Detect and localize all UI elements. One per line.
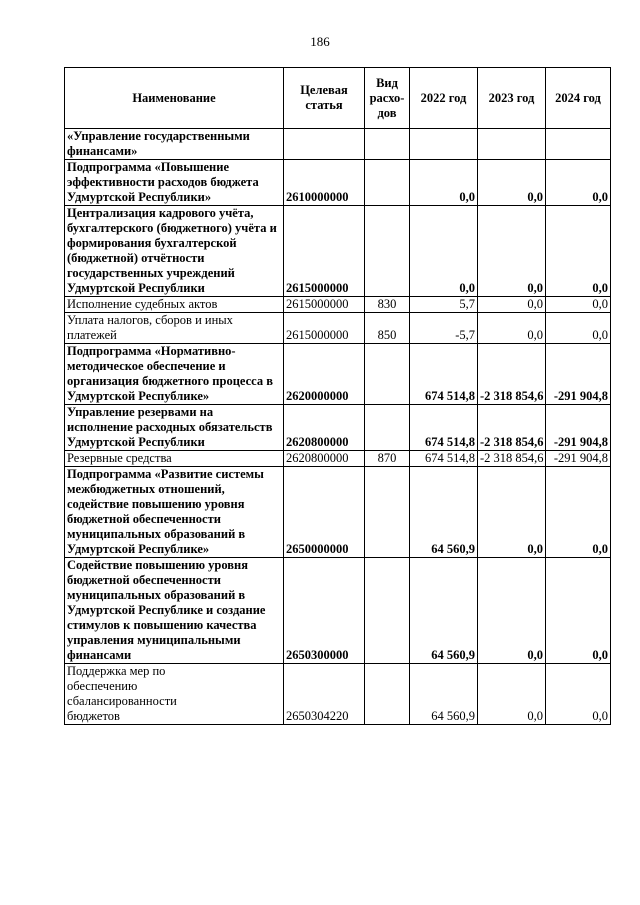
row-name: Подпрограмма «Развитие системы межбюджетных отношений, содействие повышению уровня бюджетной обеспеченности муниципальных образований в Удмуртской Республике» (65, 467, 284, 558)
row-name: Подпрограмма «Повышение эффективности расходов бюджета Удмуртской Республики» (65, 160, 284, 206)
row-expense-type (365, 467, 410, 558)
row-name: Поддержка мер по обеспечению сбалансированности бюджетов (65, 664, 284, 725)
row-value-2022: 674 514,8 (410, 451, 478, 467)
row-name: Управление резервами на исполнение расходных обязательств Удмуртской Республики (65, 405, 284, 451)
row-name: «Управление государственными финансами» (65, 129, 284, 160)
row-name: Исполнение судебных актов (65, 297, 284, 313)
row-value-2022: 64 560,9 (410, 467, 478, 558)
row-target-article: 2620000000 (284, 344, 365, 405)
row-value-2024: 0,0 (546, 297, 611, 313)
table-row (65, 344, 611, 405)
row-expense-type (365, 558, 410, 664)
row-target-article: 2650304220 (284, 664, 365, 725)
row-target-article: 2610000000 (284, 160, 365, 206)
header-year-2022: 2022 год (410, 68, 478, 129)
table-row (65, 664, 611, 725)
table-row (65, 297, 611, 313)
row-value-2022: 674 514,8 (410, 405, 478, 451)
table-row (65, 206, 611, 297)
row-expense-type (365, 344, 410, 405)
row-value-2022: -5,7 (410, 313, 478, 344)
row-expense-type (365, 129, 410, 160)
row-value-2022: 5,7 (410, 297, 478, 313)
row-value-2023: -2 318 854,6 (478, 451, 546, 467)
table-row (65, 129, 611, 160)
row-value-2023: 0,0 (478, 558, 546, 664)
row-value-2023 (478, 129, 546, 160)
row-value-2024: 0,0 (546, 558, 611, 664)
table-row (65, 313, 611, 344)
row-expense-type (365, 405, 410, 451)
row-expense-type (365, 206, 410, 297)
table-row (65, 558, 611, 664)
table-row (65, 160, 611, 206)
header-expense-type: Вид расхо-дов (365, 68, 410, 129)
row-value-2024 (546, 129, 611, 160)
row-expense-type: 830 (365, 297, 410, 313)
header-target-article: Целевая статья (284, 68, 365, 129)
row-target-article: 2650300000 (284, 558, 365, 664)
row-target-article: 2620800000 (284, 405, 365, 451)
table-header-row (65, 68, 611, 129)
page-number: 186 (310, 34, 330, 49)
row-value-2022: 0,0 (410, 206, 478, 297)
row-name: Централизация кадрового учёта, бухгалтерского (бюджетного) учёта и формирования бухгалтерской (бюджетной) отчётности государственных учреждений Удмуртской Республики (65, 206, 284, 297)
row-value-2023: 0,0 (478, 313, 546, 344)
row-target-article: 2650000000 (284, 467, 365, 558)
header-year-2024: 2024 год (546, 68, 611, 129)
row-value-2023: 0,0 (478, 664, 546, 725)
budget-table (64, 67, 611, 725)
row-name: Уплата налогов, сборов и иных платежей (65, 313, 284, 344)
row-expense-type (365, 160, 410, 206)
row-target-article (284, 129, 365, 160)
row-target-article: 2620800000 (284, 451, 365, 467)
row-value-2022: 0,0 (410, 160, 478, 206)
row-target-article: 2615000000 (284, 206, 365, 297)
row-expense-type: 870 (365, 451, 410, 467)
row-value-2022: 64 560,9 (410, 664, 478, 725)
row-value-2022 (410, 129, 478, 160)
header-name: Наименование (65, 68, 284, 129)
row-value-2024: 0,0 (546, 206, 611, 297)
table-row (65, 405, 611, 451)
row-name: Содействие повышению уровня бюджетной обеспеченности муниципальных образований в Удмуртской Республике и создание стимулов к повышению качества управления муниципальными финансами (65, 558, 284, 664)
row-expense-type (365, 664, 410, 725)
row-value-2024: -291 904,8 (546, 344, 611, 405)
row-value-2023: 0,0 (478, 297, 546, 313)
row-value-2023: 0,0 (478, 206, 546, 297)
row-value-2022: 64 560,9 (410, 558, 478, 664)
row-value-2023: -2 318 854,6 (478, 344, 546, 405)
row-value-2023: 0,0 (478, 467, 546, 558)
row-expense-type: 850 (365, 313, 410, 344)
header-year-2023: 2023 год (478, 68, 546, 129)
row-target-article: 2615000000 (284, 297, 365, 313)
row-value-2023: -2 318 854,6 (478, 405, 546, 451)
row-target-article: 2615000000 (284, 313, 365, 344)
row-name: Подпрограмма «Нормативно-методическое обеспечение и организация бюджетного процесса в Удмуртской Республике» (65, 344, 284, 405)
row-value-2024: 0,0 (546, 467, 611, 558)
row-value-2022: 674 514,8 (410, 344, 478, 405)
row-value-2024: -291 904,8 (546, 451, 611, 467)
row-value-2024: 0,0 (546, 664, 611, 725)
table-row (65, 467, 611, 558)
row-value-2024: 0,0 (546, 160, 611, 206)
row-name: Резервные средства (65, 451, 284, 467)
row-value-2024: -291 904,8 (546, 405, 611, 451)
row-value-2024: 0,0 (546, 313, 611, 344)
table-row (65, 451, 611, 467)
row-value-2023: 0,0 (478, 160, 546, 206)
